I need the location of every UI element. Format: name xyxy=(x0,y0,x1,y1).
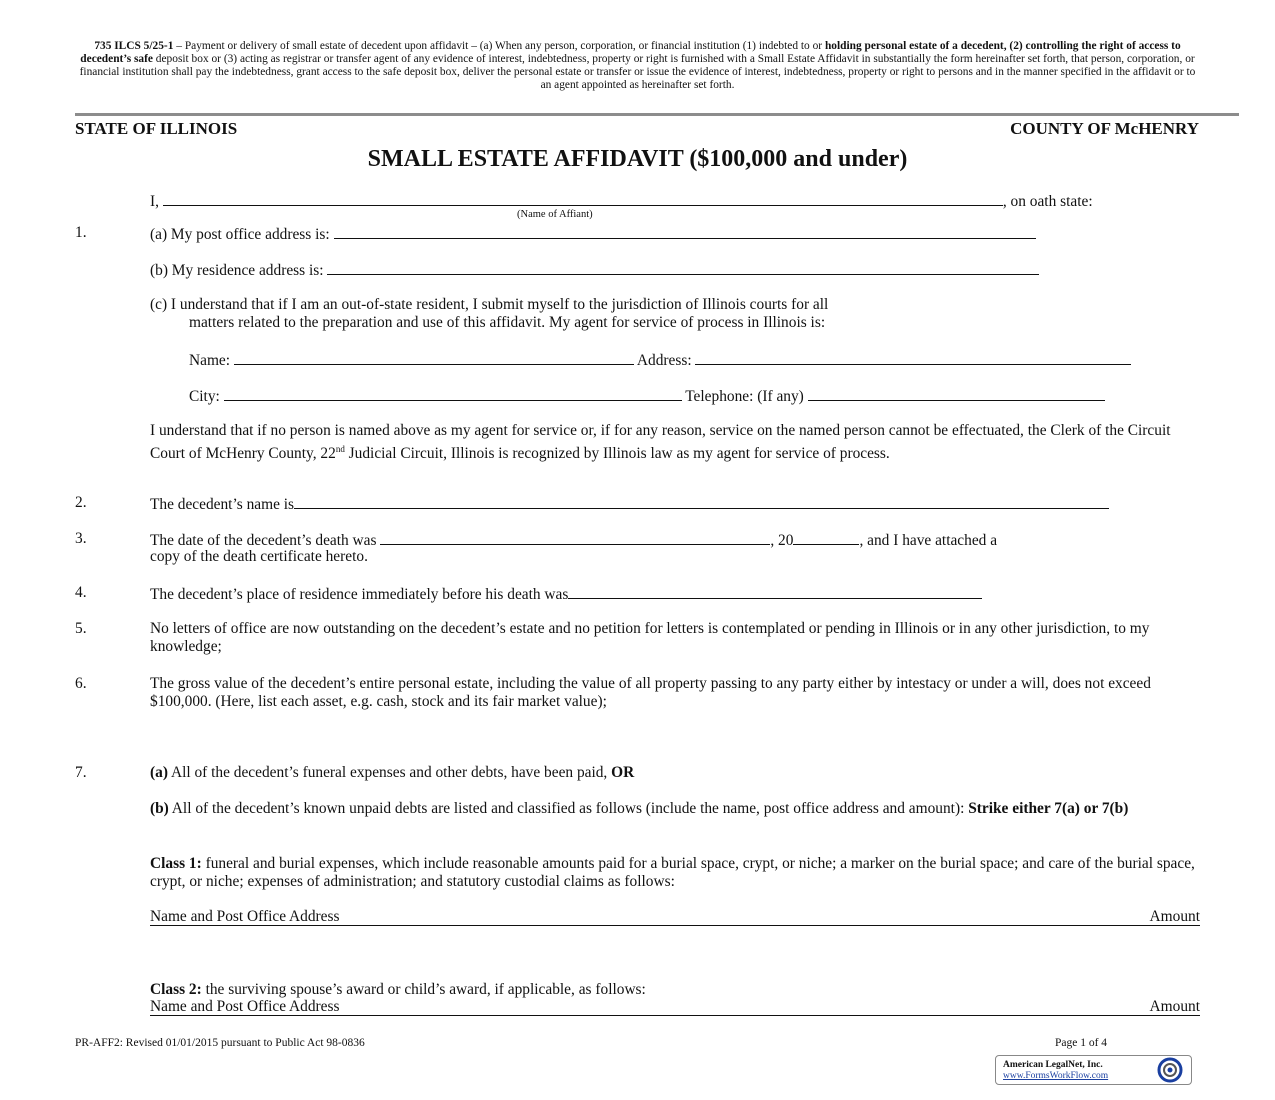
statute-citation: 735 ILCS 5/25-1 xyxy=(94,40,174,52)
decedent-name-field[interactable] xyxy=(294,494,1109,509)
class-2-label: Class 2: xyxy=(150,981,202,998)
affiant-prefix: I, xyxy=(150,193,159,210)
statute-text-2: deposit box or (3) acting as registrar or transfer agent of any evidence of interest, indebtedness, property or right is furnished with a Small Estate Affidavit in substantially the form hereinafter set forth, that person, corporation, or financial institution shall pay the indebtedness, grant access to the safe deposit box, deliver the personal estate or transfer or issue the evidence of interest, indebtedness, property or right to persons and in the manner specified in the affidavit or to an agent appointed as hereinafter set forth. xyxy=(79,52,1196,91)
death-date-label: The date of the decedent’s death was xyxy=(150,532,377,549)
item-number-6: 6. xyxy=(75,675,87,692)
item-3 xyxy=(150,530,997,550)
affiant-name-field[interactable] xyxy=(163,191,1003,206)
agent-address-label: Address: xyxy=(636,352,692,369)
death-year-field[interactable] xyxy=(793,530,859,545)
item-7b-strike: Strike either 7(a) or 7(b) xyxy=(968,800,1129,817)
county-label: COUNTY OF McHENRY xyxy=(1010,119,1199,138)
agent-telephone-field[interactable] xyxy=(808,386,1105,401)
death-date-field[interactable] xyxy=(380,530,770,545)
page-number: Page 1 of 4 xyxy=(1055,1037,1108,1049)
statute-text-1: – Payment or delivery of small estate of decedent upon affidavit – (a) When any person, corporation, or financial institution (1) indebted to or xyxy=(173,40,825,52)
class-2-table-header xyxy=(150,999,1200,1016)
affiant-suffix: , on oath state: xyxy=(1002,193,1093,210)
item-3-line-2: copy of the death certificate hereto. xyxy=(150,548,368,565)
item-7b-text: All of the decedent’s known unpaid debts are listed and classified as follows (include the name, post office address and amount): xyxy=(168,800,969,817)
item-number-4: 4. xyxy=(75,584,87,601)
item-7a-text: All of the decedent’s funeral expenses and other debts, have been paid, xyxy=(167,764,612,781)
post-office-address-field[interactable] xyxy=(334,224,1036,239)
class-1-amount-column: Amount xyxy=(1149,908,1200,925)
item-1a xyxy=(150,224,1036,244)
item-7b-label: (b) xyxy=(150,800,169,817)
item-number-5: 5. xyxy=(75,620,87,637)
item-6: The gross value of the decedent’s entire personal estate, including the value of all property passing to any party either by intestacy or under a will, does not exceed $100,000. (Here, list each asset, e.g. cash, stock and its fair market value); xyxy=(150,675,1151,710)
publisher-logo[interactable] xyxy=(995,1055,1192,1085)
item-1c-line-1: (c) I understand that if I am an out-of-state resident, I submit myself to the jurisdiction of Illinois courts for all xyxy=(150,296,829,313)
decedent-name-label: The decedent’s name is xyxy=(150,496,295,513)
item-7a-or: OR xyxy=(611,764,635,781)
item-7a-label: (a) xyxy=(150,764,168,781)
agent-address-field[interactable] xyxy=(695,350,1131,365)
item-number-7: 7. xyxy=(75,764,87,781)
post-office-address-label: (a) My post office address is: xyxy=(150,226,330,243)
residence-address-label: (b) My residence address is: xyxy=(150,262,324,279)
item-7b xyxy=(150,800,1200,818)
class-2-name-column: Name and Post Office Address xyxy=(150,998,340,1015)
agent-name-label: Name: xyxy=(189,352,231,369)
agent-city-row xyxy=(189,386,1105,406)
class-1-label: Class 1: xyxy=(150,855,202,872)
class-2-text: the surviving spouse’s award or child’s award, if applicable, as follows: xyxy=(201,981,646,998)
clerk-text-2: Judicial Circuit, Illinois is recognized by Illinois law as my agent for service of process. xyxy=(344,445,890,463)
logo-company-name: American LegalNet, Inc. xyxy=(1003,1060,1103,1070)
class-1-name-column: Name and Post Office Address xyxy=(150,908,340,925)
item-5: No letters of office are now outstanding on the decedent’s estate and no petition for letters is contemplated or pending in Illinois or in any other jurisdiction, to my knowledge; xyxy=(150,620,1150,655)
form-id: PR-AFF2: Revised 01/01/2015 pursuant to Public Act 98-0836 xyxy=(75,1037,365,1049)
logo-url-link[interactable]: www.FormsWorkFlow.com xyxy=(1003,1071,1109,1081)
item-4 xyxy=(150,584,982,604)
clerk-sup: nd xyxy=(335,444,345,454)
item-number-3: 3. xyxy=(75,530,87,547)
item-number-2: 2. xyxy=(75,494,87,511)
item-1b xyxy=(150,260,1039,280)
agent-city-label: City: xyxy=(189,388,220,405)
class-2-amount-column: Amount xyxy=(1149,998,1200,1015)
agent-telephone-label: Telephone: (If any) xyxy=(685,388,804,405)
agent-city-field[interactable] xyxy=(224,386,682,401)
class-1-text: funeral and burial expenses, which include reasonable amounts paid for a burial space, crypt, or niche; a marker on the burial space; and care of the burial space, crypt, or niche; expenses of administration; and statutory custodial claims as follows: xyxy=(150,855,1195,890)
residence-before-death-label: The decedent’s place of residence immediately before his death was xyxy=(150,586,569,603)
death-year-label: , 20 xyxy=(770,532,794,549)
class-1-description xyxy=(150,855,1200,891)
affiant-line xyxy=(150,191,1093,211)
residence-before-death-field[interactable] xyxy=(568,584,982,599)
item-1c-line-2: matters related to the preparation and use of this affidavit. My agent for service of process in Illinois is: xyxy=(189,314,826,331)
residence-address-field[interactable] xyxy=(327,260,1039,275)
clerk-paragraph xyxy=(150,422,1200,463)
class-2-description xyxy=(150,981,1200,999)
state-label: STATE OF ILLINOIS xyxy=(75,119,238,138)
statute-bold-phrase: holding personal estate of a decedent, (2) controlling the right of access to decedent’s safe xyxy=(80,40,1181,65)
page-title: SMALL ESTATE AFFIDAVIT ($100,000 and under) xyxy=(367,146,908,172)
agent-name-row xyxy=(189,350,1131,370)
item-number-1: 1. xyxy=(75,224,87,241)
item-2 xyxy=(150,494,1109,514)
affiant-caption: (Name of Affiant) xyxy=(517,209,593,220)
clerk-text-1: I understand that if no person is named above as my agent for service or, if for any reason, service on the named person cannot be effectuated, the Clerk of the Circuit Court of McHenry County, 22 xyxy=(150,422,1171,463)
death-certificate-label: , and I have attached a xyxy=(859,532,998,549)
swirl-logo-icon xyxy=(1153,1057,1187,1083)
item-7a xyxy=(150,764,634,782)
agent-name-field[interactable] xyxy=(234,350,634,365)
class-1-table-header xyxy=(150,909,1200,926)
header-divider xyxy=(75,113,1239,116)
statute-header xyxy=(75,40,1200,92)
